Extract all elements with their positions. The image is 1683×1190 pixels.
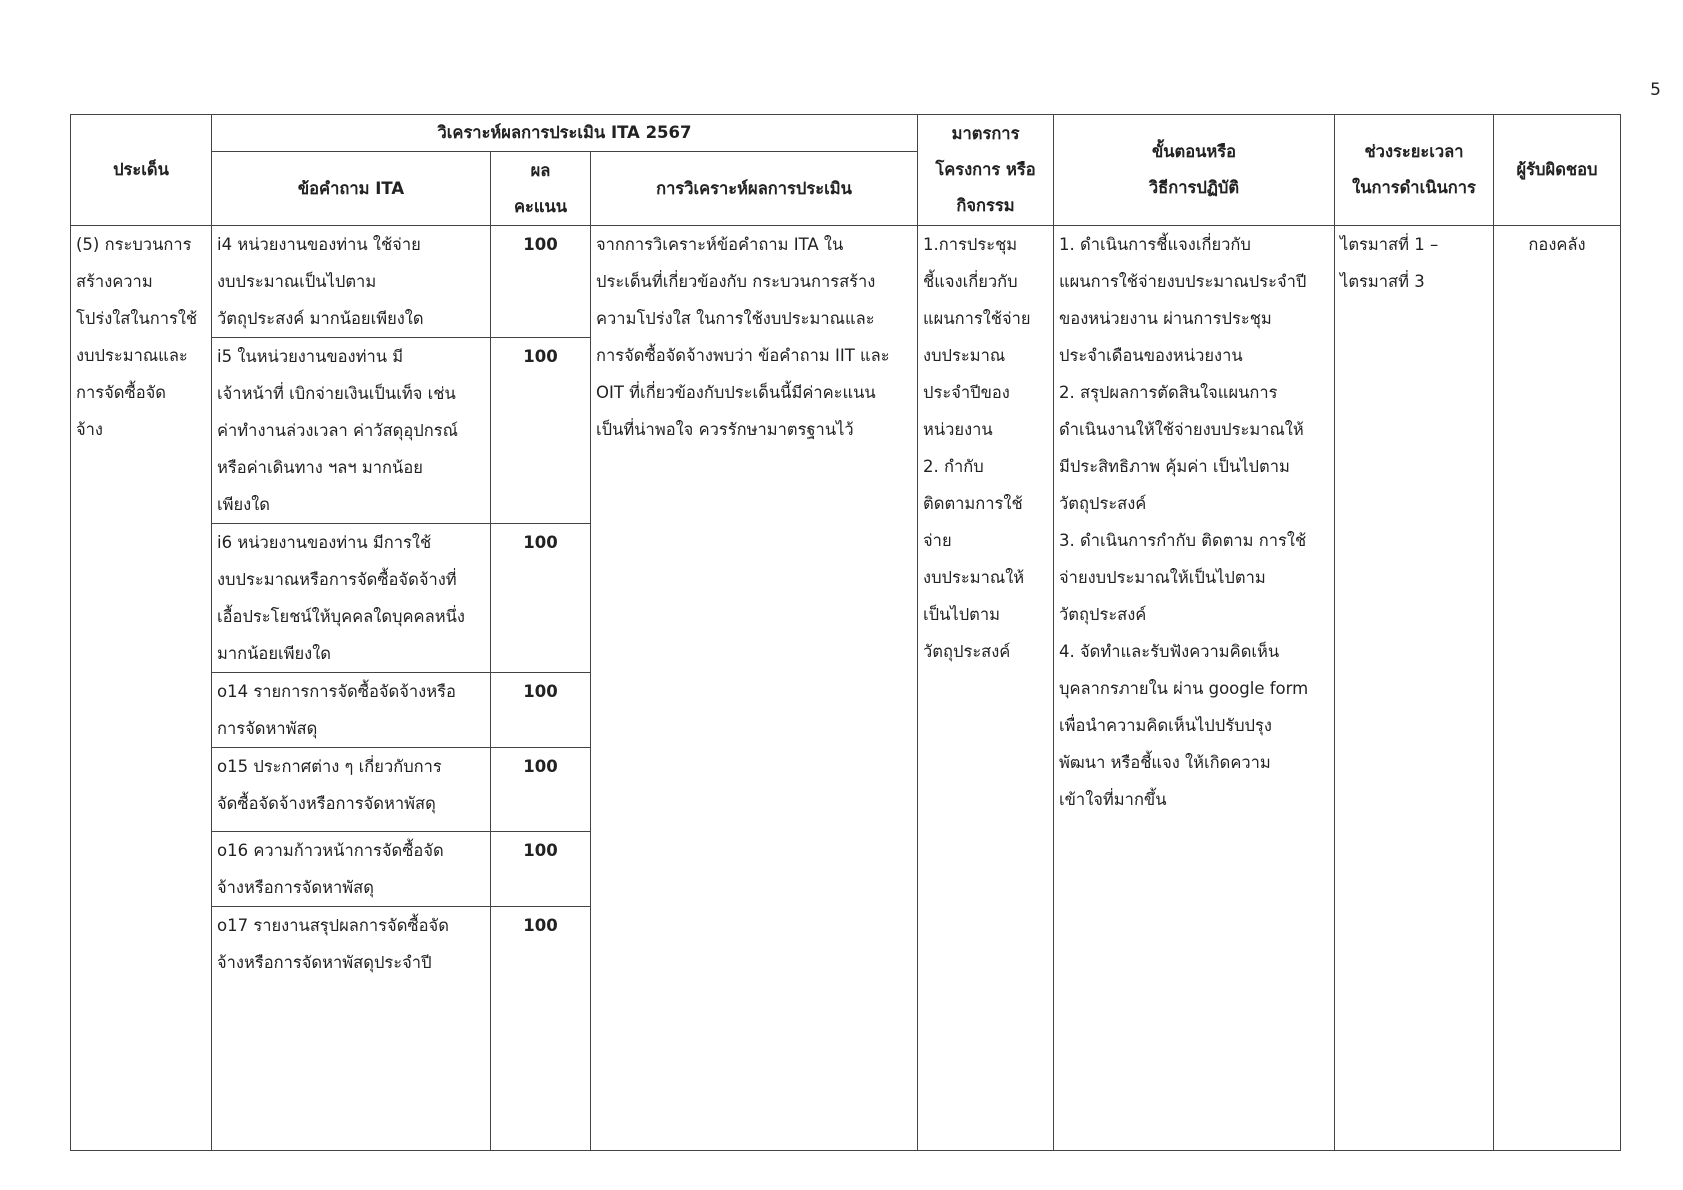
score-cell: 100 xyxy=(491,748,591,832)
header-period: ช่วงระยะเวลา ในการดำเนินการ xyxy=(1335,115,1494,226)
procedure-cell: 1. ดำเนินการชี้แจงเกี่ยวกับ แผนการใช้จ่ายงบประมาณประจำปี ของหน่วยงาน ผ่านการประชุม ประจำเดือนของหน่วยงาน 2. สรุปผลการตัดสินใจแผนการ ดำเนินงานให้ใช้จ่ายงบประมาณให้ มีประสิทธิภาพ คุ้มค่า เป็นไปตาม วัตถุประสงค์ 3. ดำเนินการกำกับ ติดตาม การใช้ จ่ายงบประมาณให้เป็นไปตาม วัตถุประสงค์ 4. จัดทำและรับฟังความคิดเห็น บุคลากรภายใน ผ่าน google form เพื่อนำความคิดเห็นไปปรับปรุง พัฒนา หรือชี้แจง ให้เกิดความ เข้าใจที่มากขึ้น xyxy=(1054,226,1335,1151)
question-cell: o17 รายงานสรุปผลการจัดซื้อจัด จ้างหรือการจัดหาพัสดุประจำปี xyxy=(212,907,491,1151)
header-analysis-group: วิเคราะห์ผลการประเมิน ITA 2567 xyxy=(212,115,918,152)
header-analysis: การวิเคราะห์ผลการประเมิน xyxy=(591,152,918,226)
question-cell: i5 ในหน่วยงานของท่าน มี เจ้าหน้าที่ เบิกจ่ายเงินเป็นเท็จ เช่น ค่าทำงานล่วงเวลา ค่าวัสดุอุปกรณ์ หรือค่าเดินทาง ฯลฯ มากน้อย เพียงใด xyxy=(212,338,491,524)
header-procedure: ขั้นตอนหรือ วิธีการปฏิบัติ xyxy=(1054,115,1335,226)
score-cell: 100 xyxy=(491,907,591,1151)
ita-analysis-table xyxy=(70,114,1621,1151)
header-responsible: ผู้รับผิดชอบ xyxy=(1494,115,1621,226)
header-measures: มาตรการ โครงการ หรือ กิจกรรม xyxy=(918,115,1054,226)
question-cell: o16 ความก้าวหน้าการจัดซื้อจัด จ้างหรือการจัดหาพัสดุ xyxy=(212,832,491,907)
score-cell: 100 xyxy=(491,524,591,673)
page-number: 5 xyxy=(1650,80,1661,100)
measures-cell: 1.การประชุม ชี้แจงเกี่ยวกับ แผนการใช้จ่าย งบประมาณ ประจำปีของ หน่วยงาน 2. กำกับ ติดตามการใช้ จ่าย งบประมาณให้ เป็นไปตาม วัตถุประสงค์ xyxy=(918,226,1054,1151)
table-row xyxy=(71,226,1621,338)
score-cell: 100 xyxy=(491,338,591,524)
header-score: ผล คะแนน xyxy=(491,152,591,226)
question-cell: o15 ประกาศต่าง ๆ เกี่ยวกับการ จัดซื้อจัดจ้างหรือการจัดหาพัสดุ xyxy=(212,748,491,832)
question-cell: i4 หน่วยงานของท่าน ใช้จ่าย งบประมาณเป็นไปตาม วัตถุประสงค์ มากน้อยเพียงใด xyxy=(212,226,491,338)
responsible-cell: กองคลัง xyxy=(1494,226,1621,1151)
period-cell: ไตรมาสที่ 1 – ไตรมาสที่ 3 xyxy=(1335,226,1494,1151)
analysis-cell: จากการวิเคราะห์ข้อคำถาม ITA ใน ประเด็นที่เกี่ยวข้องกับ กระบวนการสร้าง ความโปร่งใส ในการใช้งบประมาณและ การจัดซื้อจัดจ้างพบว่า ข้อคำถาม IIT และ OIT ที่เกี่ยวข้องกับประเด็นนี้มีค่าคะแนน เป็นที่น่าพอใจ ควรรักษามาตรฐานไว้ xyxy=(591,226,918,1151)
score-cell: 100 xyxy=(491,832,591,907)
header-question: ข้อคำถาม ITA xyxy=(212,152,491,226)
score-cell: 100 xyxy=(491,226,591,338)
issue-cell: (5) กระบวนการ สร้างความ โปร่งใสในการใช้ งบประมาณและ การจัดซื้อจัด จ้าง xyxy=(71,226,212,1151)
score-cell: 100 xyxy=(491,673,591,748)
question-cell: i6 หน่วยงานของท่าน มีการใช้ งบประมาณหรือการจัดซื้อจัดจ้างที่ เอื้อประโยชน์ให้บุคคลใดบุคคลหนึ่ง มากน้อยเพียงใด xyxy=(212,524,491,673)
question-cell: o14 รายการการจัดซื้อจัดจ้างหรือ การจัดหาพัสดุ xyxy=(212,673,491,748)
header-issue: ประเด็น xyxy=(71,115,212,226)
